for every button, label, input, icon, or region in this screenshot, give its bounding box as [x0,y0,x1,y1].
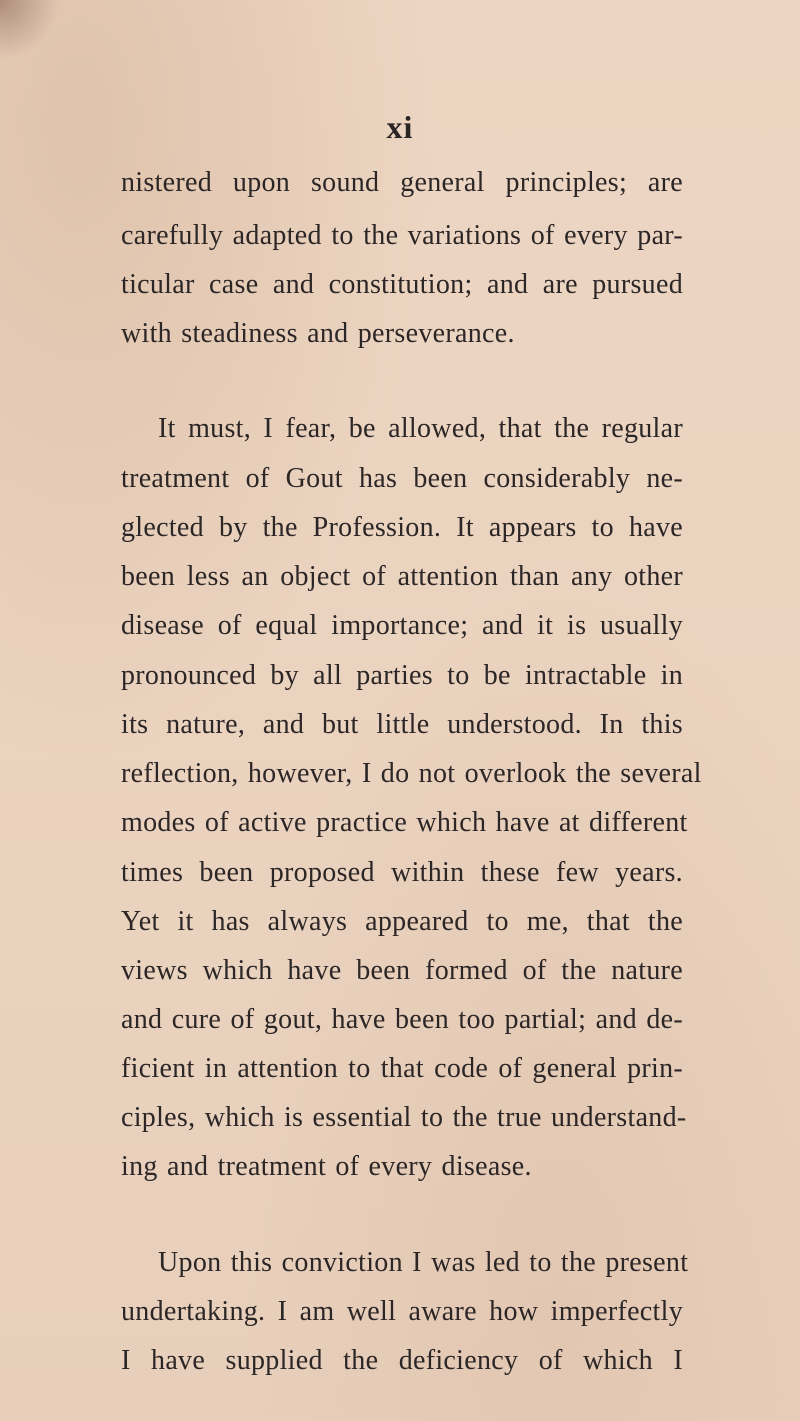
text-line: ciples, which is essential to the true understand- [121,1102,687,1133]
text-line: It must, I fear, be allowed, that the regular [158,413,683,444]
text-line: treatment of Gout has been considerably ne- [121,463,683,494]
text-line: pronounced by all parties to be intractable in [121,660,683,691]
text-line: Upon this conviction I was led to the present [158,1247,689,1278]
paper-stain [0,0,60,60]
text-line: carefully adapted to the variations of every par- [121,220,683,251]
text-line: ticular case and constitution; and are pursued [121,269,683,300]
text-line: disease of equal importance; and it is usually [121,610,683,641]
text-line: its nature, and but little understood. In this [121,709,683,740]
text-line: reflection, however, I do not overlook the several [121,758,702,789]
text-line: Yet it has always appeared to me, that the [121,906,683,937]
text-line: modes of active practice which have at different [121,807,688,838]
text-line: ing and treatment of every disease. [121,1151,532,1182]
text-line: glected by the Profession. It appears to have [121,512,683,543]
text-line: nistered upon sound general principles; are [121,167,683,198]
text-line: been less an object of attention than any other [121,561,683,592]
text-line: with steadiness and perseverance. [121,318,515,349]
text-line: undertaking. I am well aware how imperfectly [121,1296,683,1327]
text-line: ficient in attention to that code of general prin- [121,1053,683,1084]
text-line: views which have been formed of the nature [121,955,683,986]
text-line: I have supplied the deficiency of which I [121,1345,683,1376]
page-number: xi [386,109,414,145]
text-line: and cure of gout, have been too partial; and de- [121,1004,683,1035]
text-line: times been proposed within these few years. [121,857,683,888]
